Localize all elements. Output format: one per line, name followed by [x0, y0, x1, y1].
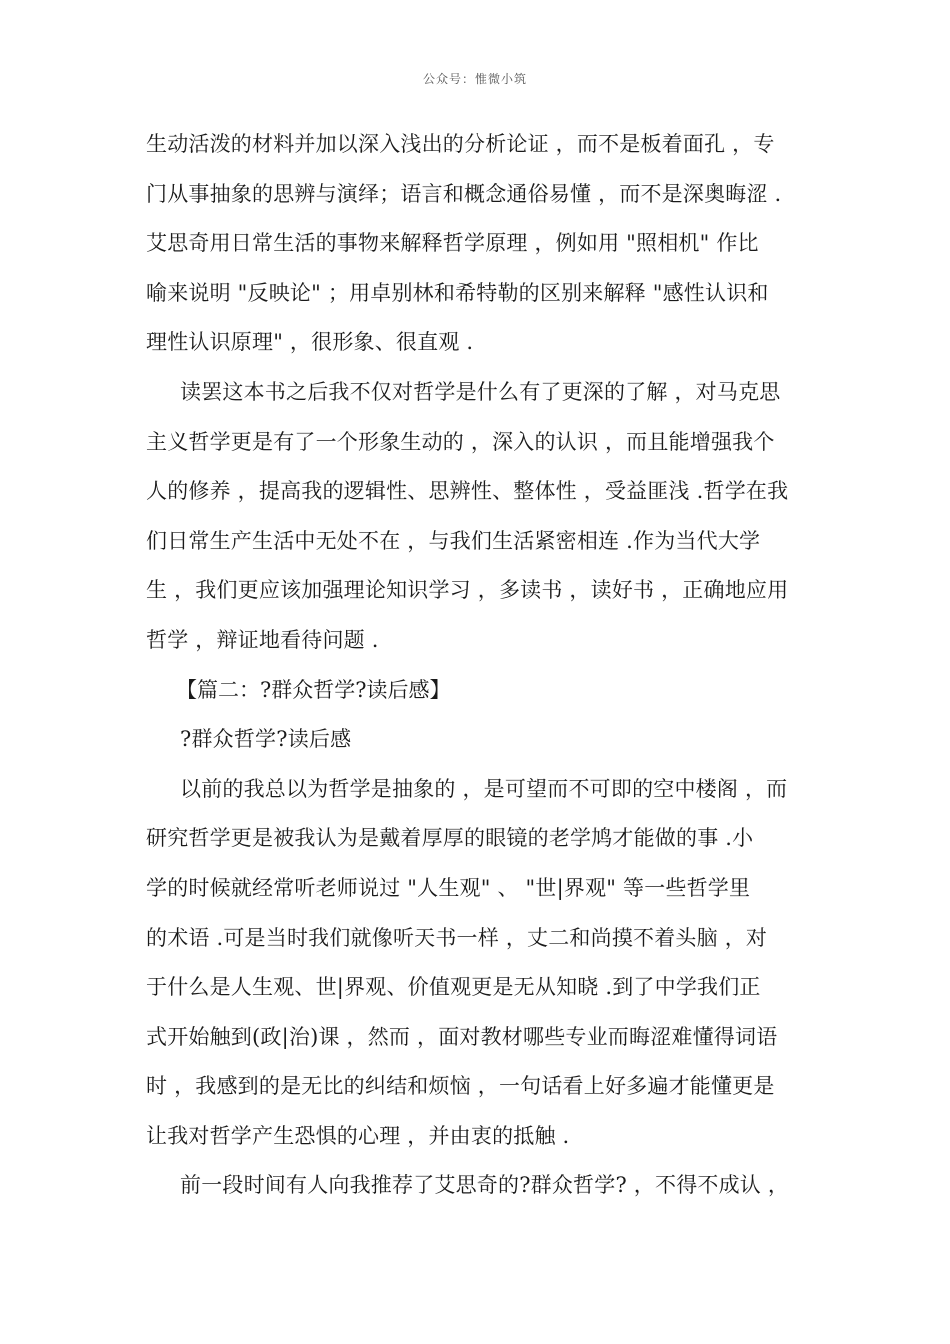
text-line: 学的时候就经常听老师说过 "人生观" 、 "世|界观" 等一些哲学里 [146, 875, 751, 900]
text-line: 理性认识原理" ，很形象、很直观 . [146, 330, 474, 355]
text-line: 研究哲学更是被我认为是戴着厚厚的眼镜的老学鸠才能做的事 .小 [146, 826, 754, 851]
section-subtitle: ?群众哲学?读后感 [180, 727, 352, 752]
text-line: 生 ，我们更应该加强理论知识学习 ，多读书 ，读好书 ，正确地应用 [146, 578, 789, 603]
text-line: 让我对哲学产生恐惧的心理 ，并由衷的抵触 . [146, 1123, 570, 1148]
text-line: 们日常生产生活中无处不在 ，与我们生活紧密相连 .作为当代大学 [146, 528, 761, 553]
text-line: 艾思奇用日常生活的事物来解释哲学原理 ，例如用 "照相机" 作比 [146, 231, 759, 256]
text-line: 于什么是人生观、世|界观、价值观更是无从知晓 .到了中学我们正 [146, 975, 761, 1000]
text-line: 的术语 .可是当时我们就像听天书一样 ，丈二和尚摸不着头脑 ，对 [146, 925, 768, 950]
page-header: 公众号：惟微小筑 [422, 72, 527, 86]
text-line: 哲学 ，辩证地看待问题 . [146, 627, 379, 652]
paragraph-start-line: 前一段时间有人向我推荐了艾思奇的?群众哲学? ，不得不成认 ， [180, 1173, 790, 1198]
paragraph-start-line: 读罢这本书之后我不仅对哲学是什么有了更深的了解 ，对马克思 [180, 379, 781, 404]
text-line: 喻来说明 "反映论" ；用卓别林和希特勒的区别来解释 "感性认识和 [146, 280, 769, 305]
text-line: 时 ，我感到的是无比的纠结和烦恼 ，一句话看上好多遍才能懂更是 [146, 1074, 775, 1099]
text-line: 生动活泼的材料并加以深入浅出的分析论证 ，而不是板着面孔 ，专 [146, 132, 775, 156]
text-line: 人的修养 ，提高我的逻辑性、思辨性、整体性 ，受益匪浅 .哲学在我 [146, 479, 789, 504]
document-body [146, 120, 811, 1211]
section-heading: 【篇二：?群众哲学?读后感】 [176, 677, 451, 702]
paragraph-start-line: 以前的我总以为哲学是抽象的 ，是可望而不可即的空中楼阁 ，而 [180, 776, 788, 801]
text-line: 门从事抽象的思辨与演绎；语言和概念通俗易懂 ，而不是深奥晦涩 . [146, 181, 782, 206]
text-line: 主义哲学更是有了一个形象生动的 ，深入的认识 ，而且能增强我个 [146, 429, 775, 454]
text-line: 式开始触到(政|治)课 ，然而 ，面对教材哪些专业而晦涩难懂得词语 [146, 1024, 778, 1049]
